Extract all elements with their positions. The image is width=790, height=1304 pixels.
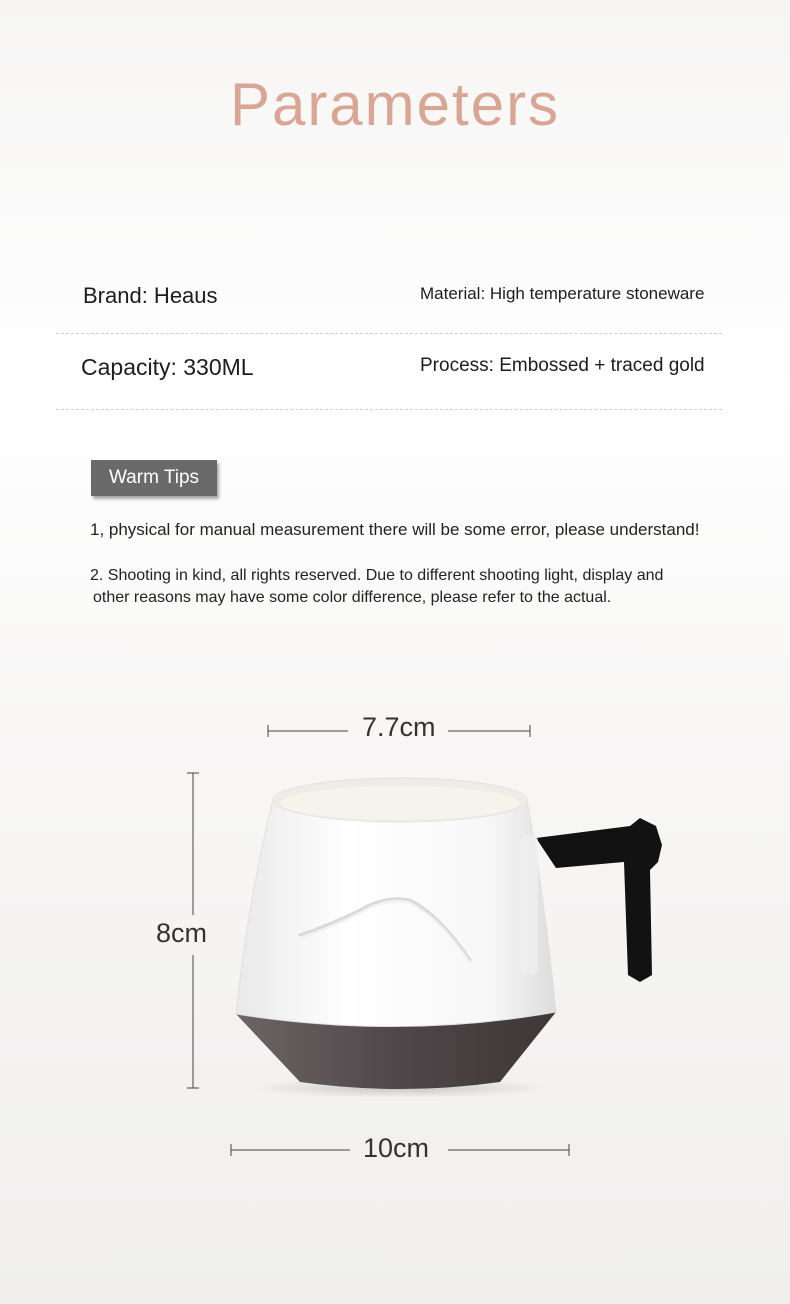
tip-1: 1, physical for manual measurement there will be some error, please understand!	[90, 520, 700, 539]
material-spec: Material: High temperature stoneware	[420, 284, 705, 303]
brand-spec: Brand: Heaus	[83, 283, 218, 308]
mug-handle	[536, 818, 662, 982]
tip-2-line-1: 2. Shooting in kind, all rights reserved. Due to different shooting light, display and	[90, 567, 664, 584]
page-title: Parameters	[229, 71, 561, 138]
process-spec: Process: Embossed + traced gold	[420, 355, 705, 376]
bottom-width-label: 10cm	[363, 1133, 430, 1163]
warm-tips-badge: Warm Tips	[91, 460, 217, 496]
capacity-spec: Capacity: 330ML	[81, 354, 254, 380]
tip-2-line-2: other reasons may have some color difference, please refer to the actual.	[93, 589, 612, 606]
top-width-label: 7.7cm	[362, 712, 436, 742]
height-label: 8cm	[156, 918, 208, 948]
